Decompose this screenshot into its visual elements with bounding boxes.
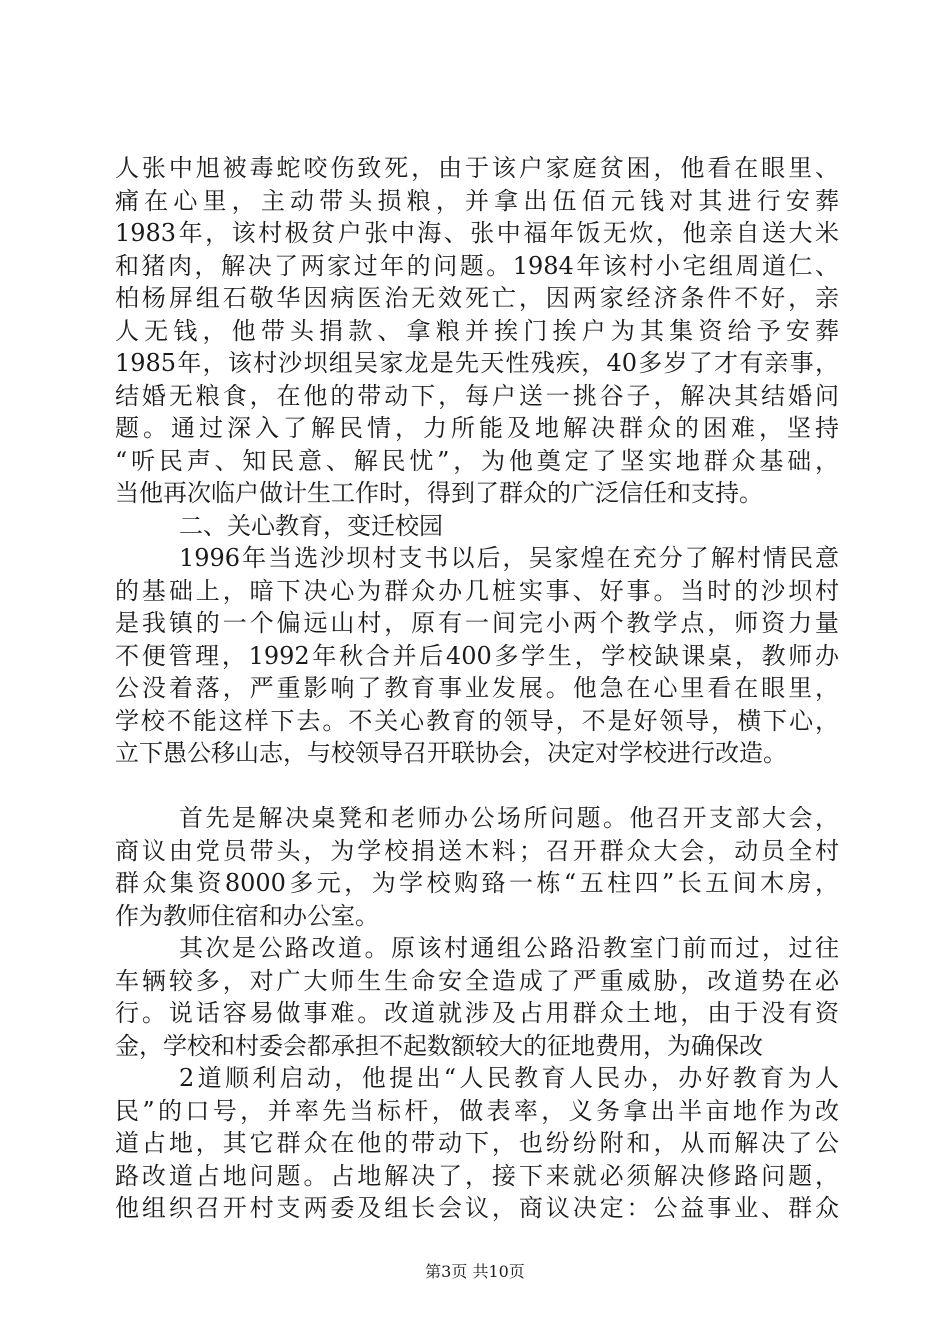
text-line: 1996年当选沙坝村支书以后，吴家煌在充分了解村情民意 — [179, 544, 839, 572]
text-line: 公没着落，严重影响了教育事业发展。他急在心里看在眼里， — [115, 674, 839, 702]
text-line: 1985年，该村沙坝组吴家龙是先天性残疾，40多岁了才有亲事， — [115, 349, 839, 377]
text-line: 民”的口号，并率先当标杆，做表率，义务拿出半亩地作为改 — [115, 1096, 839, 1125]
text-line: 金，学校和村委会都承担不起数额较大的征地费用，为确保改 — [115, 1031, 763, 1060]
text-line: 商议由党员带头，为学校捐送木料；召开群众大会，动员全村 — [115, 836, 839, 865]
paragraph — [115, 542, 839, 770]
text-line: 他组织召开村支两委及组长会议，商议决定：公益事业、群众 — [115, 1194, 839, 1222]
text-line: 和猪肉，解决了两家过年的问题。1984年该村小宅组周道仁、 — [115, 251, 839, 280]
text-line: 柏杨屏组石敬华因病医治无效死亡，因两家经济条件不好，亲 — [115, 284, 839, 312]
text-line: 作为教师住宿和办公室。 — [115, 901, 379, 930]
text-line: 群众集资8000多元，为学校购臵一栋“五柱四”长五间木房， — [115, 869, 839, 897]
paragraph — [115, 152, 839, 510]
text-line: 的基础上，暗下决心为群众办几桩实事、好事。当时的沙坝村 — [115, 576, 839, 605]
text-line: 人无钱，他带头捐款、拿粮并挨门挨户为其集资给予安葬 — [115, 316, 839, 345]
paragraph-gap — [115, 770, 839, 803]
text-line: 车辆较多，对广大师生生命安全造成了严重威胁，改道势在必 — [115, 966, 839, 995]
paragraph — [115, 802, 839, 932]
text-line: 其次是公路改道。原该村通组公路沿教室门前而过，过往 — [179, 934, 839, 962]
text-line: 首先是解决桌凳和老师办公场所问题。他召开支部大会， — [179, 804, 839, 832]
paragraph — [115, 932, 839, 1062]
text-line: 人张中旭被毒蛇咬伤致死，由于该户家庭贫困，他看在眼里、 — [115, 154, 839, 182]
document-body — [115, 152, 839, 1225]
section-heading: 二、关心教育，变迁校园 — [179, 511, 443, 540]
text-line: 学校不能这样下去。不关心教育的领导，不是好领导，横下心， — [115, 706, 839, 735]
text-line: 结婚无粮食，在他的带动下，每户送一挑谷子，解决其结婚问 — [115, 381, 839, 410]
text-line: 是我镇的一个偏远山村，原有一间完小两个教学点，师资力量 — [115, 609, 839, 637]
text-line: 路改道占地问题。占地解决了，接下来就必须解决修路问题， — [115, 1161, 839, 1190]
text-line: 立下愚公移山志，与校领导召开联协会，决定对学校进行改造。 — [115, 739, 787, 767]
paragraph — [115, 1062, 839, 1225]
text-line: 道占地，其它群众在他的带动下，也纷纷附和，从而解决了公 — [115, 1129, 839, 1157]
text-line: 2道顺利启动，他提出“人民教育人民办，办好教育为人 — [179, 1064, 839, 1092]
page-number-footer: 第3页 共10页 — [425, 1262, 525, 1281]
text-line: 行。说话容易做事难。改道就涉及占用群众土地，由于没有资 — [115, 999, 839, 1027]
text-line: 当他再次临户做计生工作时，得到了群众的广泛信任和支持。 — [115, 479, 763, 507]
text-line: 不便管理，1992年秋合并后400多学生，学校缺课桌，教师办 — [115, 641, 839, 670]
text-line: 痛在心里，主动带头损粮，并拿出伍佰元钱对其进行安葬 — [115, 186, 839, 215]
text-line: 题。通过深入了解民情，力所能及地解决群众的困难，坚持 — [115, 414, 839, 442]
text-line: 1983年，该村极贫户张中海、张中福年饭无炊，他亲自送大米 — [115, 219, 839, 247]
text-line: “听民声、知民意、解民忧”，为他奠定了坚实地群众基础， — [115, 446, 839, 475]
